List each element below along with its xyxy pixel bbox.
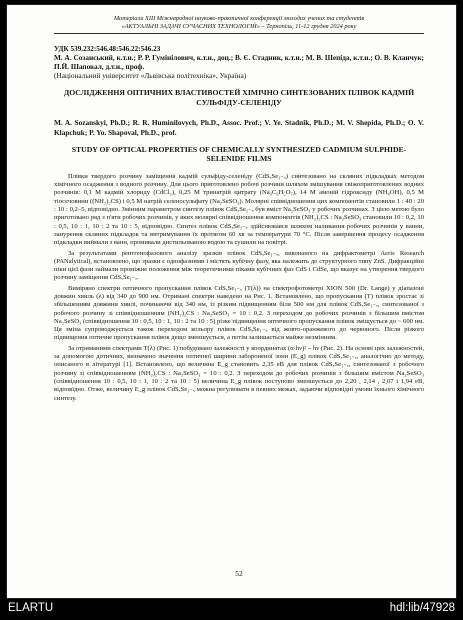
footer-repository-name: ELARTU <box>8 602 54 614</box>
paragraph-2: За результатами рентгенофазового аналізу зразків плівок CdSₓSe₁₋ₓ, виконаного на дифрактометрі Aeris Research (PANalytical), встановлено, що зразки є однофазними і містять кубічну фазу, яка належить до структурного типу ZnS. Дифракційні піки цієї фази займали проміжне положення між теоретичними піками кубічних фаз CdS і CdSe, що вказує на утворення твердого розчину заміщення CdSₓSe₁₋ₓ. <box>54 249 424 282</box>
en-title: STUDY OF OPTICAL PROPERTIES OF CHEMICALLY SYNTHESIZED CADMIUM SULPHIDE-SELENIDE FILMS <box>71 145 407 164</box>
footer-handle: hdl:lib/47928 <box>389 602 455 614</box>
header-line-1: Матеріали XIII Міжнародної науково-практичної конференції молодих учених та студентів <box>113 15 365 22</box>
paragraph-4: За отриманими спектрами T(λ) (Рис. 1) побудовано залежності у координатах (α·hν)² – hν (Рис. 2). На основі цих залежностей, за допомогою дотичних, визначено значення оптичної ширини забороненої зони (E_g) плівок CdSₓSe₁₋ₓ, аналогічно до методу, описаного в літературі [1]. Встановлено, що величина E_g становить 2,35 еВ для плівок CdSₓSe₁₋ₓ, синтезованої з робочого розчину зі співвідношенням (NH₂)₂CS : Na₂SeSO₃ = 10 : 0,2. З переходом до робочих розчинів з більшим вмістом Na₂SeSO₃ (співвідношення 10 : 0,5, 10 : 1, 10 : 2 та 10 : 5) величина E_g плівок поступово зменшується до 2,20 , 2,14 , 2,07 і 1,94 еВ, відповідно. Отже, величину E_g плівок CdSₓSe₁₋ₓ можна регулювати в певних межах, задаючи відповідні умови їхнього хімічного синтезу. <box>54 344 424 402</box>
udk-code: УДК 539.232:546.48:546.22:546.23 <box>54 44 161 53</box>
ua-affiliation: (Національний університет «Львівська політехніка», Україна) <box>54 71 247 81</box>
paragraph-3: Виміряно спектри оптичного пропускання плівок CdSₓSe₁₋ₓ (T(λ)) на спектрофотометрі XION 500 (Dr. Lange) у діапазоні довжин хвиль (λ) від 340 до 900 нм. Отримані спектри наведено на Рис. 1. Встановлено, що пропускання (T) плівок зростає зі збільшенням довжини хвилі, починаючи від 340 нм, із різким підвищенням біля 500 нм для плівок CdSₓSe₁₋ₓ, синтезованої з робочого розчину зі співвідношенням (NH₂)₂CS : Na₂SeSO₃ = 10 : 0,2. З переходом до робочих розчинів з більшим вмістом Na₂SeSO₃ (співвідношення 10 : 0,5, 10 : 1, 10 : 2 та 10 : 5) різке підвищення оптичного пропускання плівок зміщується до ~ 600 нм. Ця зміна супроводжується також переходом кольору плівок CdSₓSe₁₋ₓ від жовто-оранжевого до червоного. Після різкого підвищення оптичне пропускання плівок дещо зменшується, а потім залишається майже незмінним. <box>54 284 424 342</box>
en-authors: M. A. Sozanskyi, Ph.D.; R. R. Huminilovych, Ph.D., Assoc. Prof.; V. Ye. Stadnik, Ph.D.; M. V. Shepida, Ph.D.; O. V. Klapchuk; P. Yo. Shapoval, Ph.D., prof. <box>54 118 424 137</box>
page-content <box>54 5 424 578</box>
paragraph-1: Плівки твердого розчину заміщення кадмій сульфіду-селеніду (CdSₓSe₁₋ₓ) синтезовано на скляних підкладках методом хімічного осадження з водного розчину. Для цього приготовлено робочі розчини шляхом змішування свіжоприготовлених водних розчинів: 0,1 М кадмій хлориду (CdCl₂), 0,25 М тринатрій цитрату (Na₃C₆H₅O₇), 14 М амоній гідроксиду (NH₄OH), 0,5 М тіосечовини ((NH₂)₂CS) і 0,5 М натрій селеносульфату (Na₂SeSO₃). Молярні співвідношення цих компонентів становили 1 : 40 : 20 : 10 : 0,2–5, відповідно. Змінним параметром синтезу плівок CdSₓSe₁₋ₓ був вміст Na₂SeSO₃ у робочих розчинах. З цією метою було приготовано ряд з п'яти робочих розчинів, у яких молярні співвідношення компонентів (NH₂)₂CS : Na₂SeSO₃ становили 10 : 0,2, 10 : 0,5, 10 : 1, 10 : 2 та 10 : 5, відповідно. Синтез плівок CdSₓSe₁₋ₓ здійснювався шляхом наливання робочих розчинів у ванни, занурення скляних підкладок та витримування їх протягом 60 хв за температури 70 °C. Після завершення процесу осадження підкладки виймали з ванн, промивали дистильованою водою та сушили на повітрі. <box>54 172 424 247</box>
page-number: 52 <box>235 569 243 578</box>
header-line-2: «АКТУАЛЬНІ ЗАДАЧІ СУЧАСНИХ ТЕХНОЛОГІЙ» – Тернопіль, 11-12 грудня 2024 року <box>121 22 357 30</box>
conference-header <box>54 15 424 34</box>
paper-page <box>6 4 457 599</box>
ua-title: ДОСЛІДЖЕННЯ ОПТИЧНИХ ВЛАСТИВОСТЕЙ ХІМІЧНО СИНТЕЗОВАНИХ ПЛІВОК КАДМІЙ СУЛЬФІДУ-СЕЛЕНІДУ <box>63 88 415 107</box>
ua-authors: М. А. Созанський, к.т.н.; Р. Р. Гумінілович, к.т.н., доц.; В. Є. Стадник, к.т.н.; М. В. Шепіда, к.т.н.; О. В. Кланчук; П.Й. Шаповал, д.т.н., проф. <box>54 52 424 71</box>
